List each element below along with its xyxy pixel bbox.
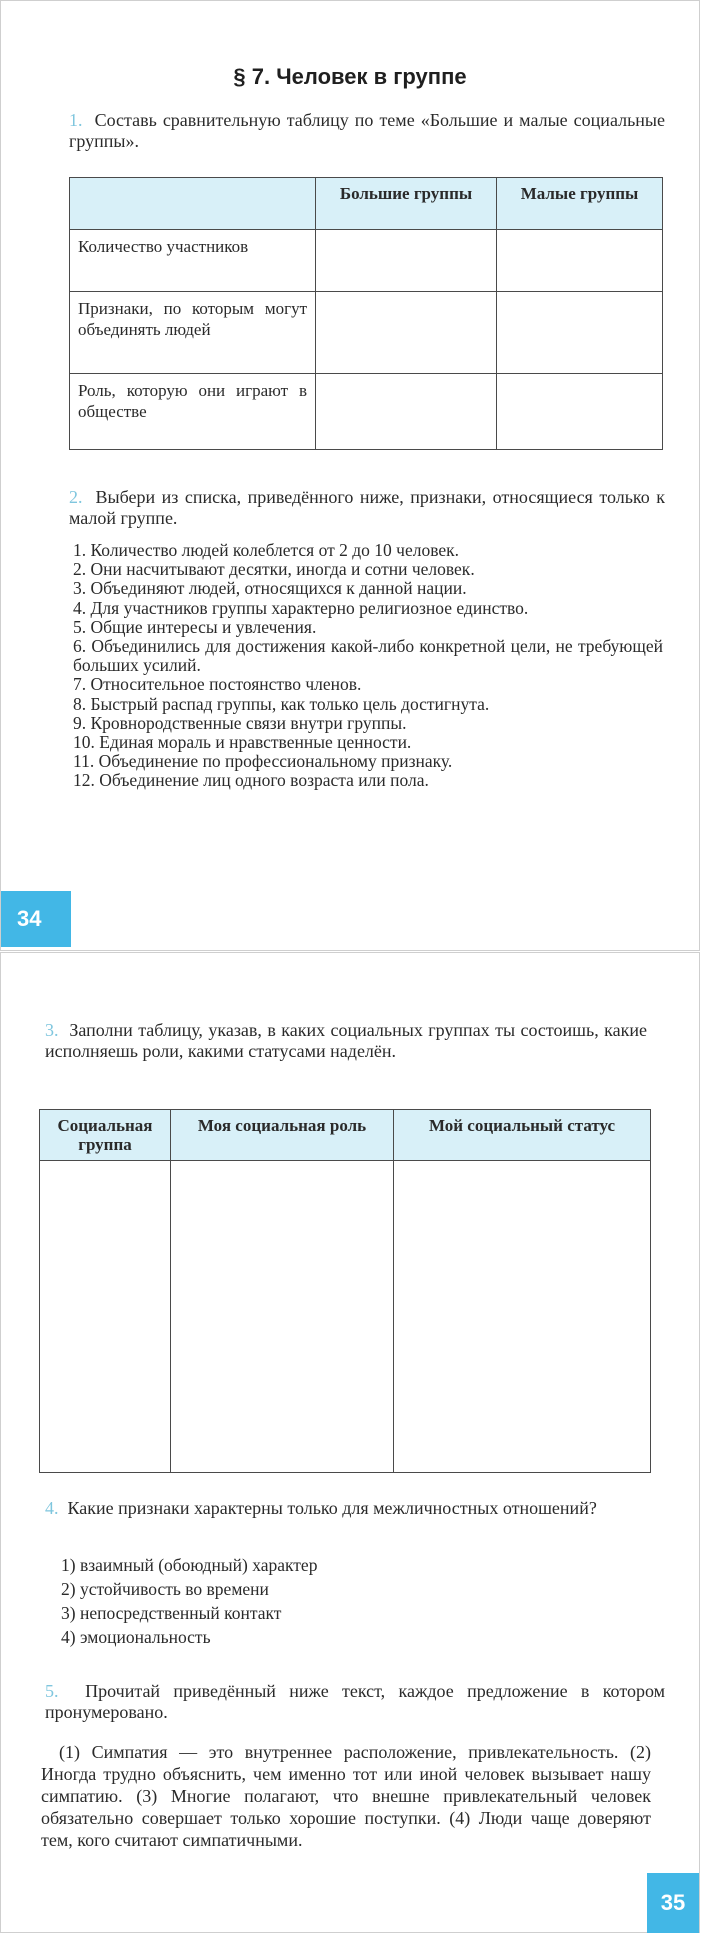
task-5-prompt — [45, 1681, 665, 1723]
table-cell-input[interactable] — [394, 1161, 651, 1473]
table-cell-input[interactable] — [171, 1161, 394, 1473]
table-row — [70, 230, 663, 292]
page-35 — [0, 952, 700, 1933]
table-cell-input[interactable] — [316, 230, 497, 292]
table-cell-input[interactable] — [497, 230, 663, 292]
comparison-table — [69, 177, 663, 450]
list-item: 8. Быстрый распад группы, как только цель достигнута. — [73, 693, 490, 714]
task-3-number: 3. — [45, 1020, 59, 1040]
table-header-social-status: Мой социальный статус — [394, 1110, 651, 1161]
task-4-text: Какие признаки характерны только для межличностных отношений? — [67, 1498, 597, 1518]
list-item: 12. Объединение лиц одного возраста или пола. — [73, 770, 429, 791]
table-header-social-group: Социальная группа — [40, 1110, 171, 1161]
option-item: 3) непосредственный контакт — [61, 1603, 282, 1623]
social-roles-table — [39, 1109, 651, 1473]
list-item: 7. Относительное постоянство членов. — [73, 674, 362, 695]
table-cell-input[interactable] — [40, 1161, 171, 1473]
task-5-number: 5. — [45, 1681, 59, 1701]
list-item: 6. Объединились для достижения какой-либо конкретной цели, не требующей больших усилий. — [73, 636, 663, 676]
list-item: 9. Кровнородственные связи внутри группы. — [73, 712, 407, 733]
task-3-text: Заполни таблицу, указав, в каких социальных группах ты состоишь, какие исполняешь роли, какими статусами наделён. — [45, 1020, 648, 1061]
page-34 — [0, 0, 700, 951]
page-title: § 7. Человек в группе — [233, 64, 467, 89]
page-number-badge: 34 — [1, 891, 71, 947]
option-item: 2) устойчивость во времени — [61, 1579, 269, 1599]
list-item: 3. Объединяют людей, относящихся к данной нации. — [73, 578, 467, 599]
task-2-prompt — [69, 487, 665, 529]
table-row — [40, 1161, 651, 1473]
table-header-social-role: Моя социальная роль — [171, 1110, 394, 1161]
list-item: 5. Общие интересы и увлечения. — [73, 616, 317, 637]
list-item: 1. Количество людей колеблется от 2 до 10 человек. — [73, 540, 460, 560]
list-item: 2. Они насчитывают десятки, иногда и сотни человек. — [73, 559, 475, 580]
task-1-prompt — [69, 110, 665, 152]
row-label-features: Признаки, по которым могут объединять людей — [70, 292, 316, 374]
task-4-number: 4. — [45, 1498, 59, 1518]
row-label-role: Роль, которую они играют в обществе — [70, 374, 316, 450]
table-header-small-groups: Малые группы — [497, 178, 663, 230]
list-item: 10. Единая мораль и нравственные ценности. — [73, 732, 412, 753]
table-row — [70, 374, 663, 450]
table-cell-input[interactable] — [497, 292, 663, 374]
task-4-prompt — [45, 1498, 665, 1519]
option-item: 4) эмоциональность — [61, 1627, 211, 1647]
table-row — [70, 292, 663, 374]
task-5-passage: (1) Симпатия — это внутреннее расположение, привлекательность. (2) Иногда трудно объяснить, чем именно тот или иной человек вызывает нашу симпатию. (3) Многие полагают, что внешне привлекательный человек обязательно совершает только хорошие поступки. (4) Люди чаще доверяют тем, кого считают симпатичными. — [41, 1742, 651, 1850]
task-2-number: 2. — [69, 487, 83, 507]
table-cell-input[interactable] — [316, 292, 497, 374]
row-label-participants: Количество участников — [70, 230, 316, 292]
table-cell-input[interactable] — [316, 374, 497, 450]
task-4-options — [61, 1553, 621, 1649]
task-1-number: 1. — [69, 110, 83, 130]
option-item: 1) взаимный (обоюдный) характер — [61, 1555, 318, 1575]
task-3-prompt — [45, 1020, 647, 1062]
list-item: 11. Объединение по профессиональному признаку. — [73, 751, 453, 772]
table-cell-input[interactable] — [497, 374, 663, 450]
task-2-text: Выбери из списка, приведённого ниже, признаки, относящиеся только к малой группе. — [69, 487, 665, 528]
table-header-empty — [70, 178, 316, 230]
task-5-text: Прочитай приведённый ниже текст, каждое предложение в котором пронумеровано. — [45, 1681, 665, 1722]
task-2-list — [73, 541, 663, 791]
list-item: 4. Для участников группы характерно религиозное единство. — [73, 597, 529, 618]
page-number-badge: 35 — [647, 1873, 699, 1933]
table-header-large-groups: Большие группы — [316, 178, 497, 230]
task-1-text: Составь сравнительную таблицу по теме «Большие и малые социальные группы». — [69, 110, 665, 151]
